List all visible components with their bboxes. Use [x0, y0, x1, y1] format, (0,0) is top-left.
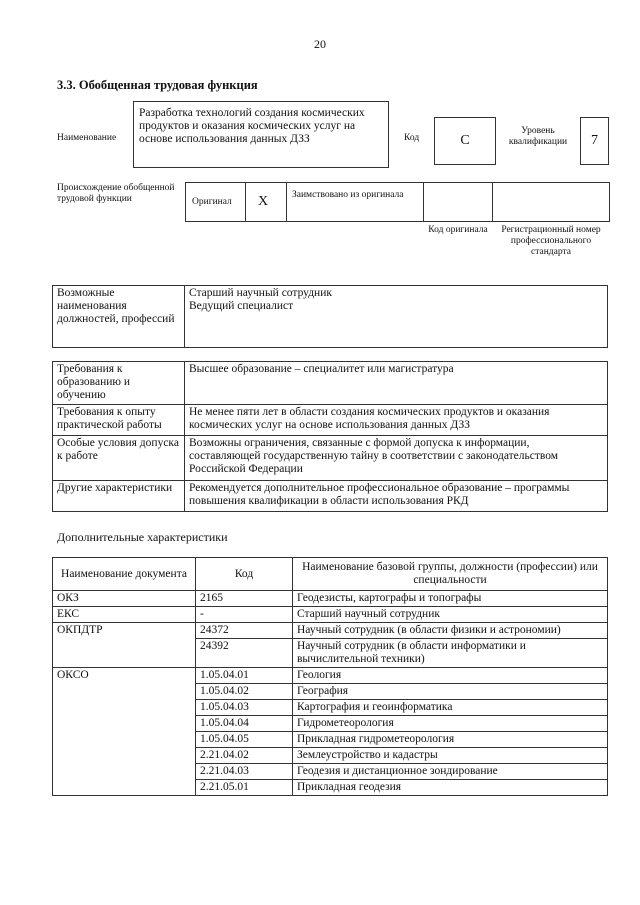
row-code: 1.05.04.01 [196, 668, 293, 684]
origin-box [185, 182, 610, 222]
positions-row [53, 286, 608, 348]
row-name: Геология [293, 668, 608, 684]
row-name: Геодезисты, картографы и топографы [293, 591, 608, 607]
requirement-label: Другие характеристики [53, 481, 185, 512]
requirement-label: Требования к опыту практической работы [53, 405, 185, 436]
requirement-value: Не менее пяти лет в области создания космических продуктов и оказания космических услуг на основе использования данных ДЗЗ [185, 405, 608, 436]
requirement-value: Высшее образование – специалитет или магистратура [185, 362, 608, 405]
table-row [53, 607, 608, 623]
section-title: 3.3. Обобщенная трудовая функция [57, 78, 258, 92]
requirement-row [53, 362, 608, 405]
row-code: 1.05.04.03 [196, 700, 293, 716]
borrowed-label: Заимствовано из оригинала [292, 190, 404, 200]
row-name: Прикладная геодезия [293, 780, 608, 796]
row-code: 2.21.04.03 [196, 764, 293, 780]
code-original-caption: Код оригинала [428, 225, 488, 235]
row-code: 2.21.05.01 [196, 780, 293, 796]
positions-table [52, 285, 608, 348]
original-label: Оригинал [192, 197, 232, 207]
row-code: 24372 [196, 623, 293, 639]
requirement-label: Особые условия допуска к работе [53, 436, 185, 481]
row-name: Научный сотрудник (в области информатики и вычислительной техники) [293, 639, 608, 668]
requirement-value: Возможны ограничения, связанные с формой допуска к информации, составляющей государственную тайну в соответствии с законодательством Российской Федерации [185, 436, 608, 481]
header-name: Наименование базовой группы, должности (профессии) или специальности [293, 558, 608, 591]
name-label: Наименование [57, 133, 117, 143]
original-mark: X [258, 194, 269, 209]
row-code: 24392 [196, 639, 293, 668]
row-doc: ОКСО [53, 668, 196, 796]
reg-number-caption: Регистрационный номер профессионального стандарта [501, 225, 601, 257]
row-doc: ЕКС [53, 607, 196, 623]
row-name: Гидрометеорология [293, 716, 608, 732]
row-code: 1.05.04.04 [196, 716, 293, 732]
row-code: 2.21.04.02 [196, 748, 293, 764]
position-item: Старший научный сотрудник [189, 287, 332, 299]
table-row [53, 591, 608, 607]
requirement-label: Требования к образованию и обучению [53, 362, 185, 405]
level-value-box [580, 117, 609, 165]
row-name: Прикладная гидрометеорология [293, 732, 608, 748]
row-code: - [196, 607, 293, 623]
requirement-row [53, 436, 608, 481]
additional-header-row [53, 558, 608, 591]
row-doc: ОКПДТР [53, 623, 196, 668]
level-value: 7 [591, 133, 598, 148]
row-name: Научный сотрудник (в области физики и астрономии) [293, 623, 608, 639]
row-code: 1.05.04.05 [196, 732, 293, 748]
origin-label: Происхождение обобщенной трудовой функции [57, 183, 175, 204]
table-row [53, 668, 608, 684]
requirement-row [53, 481, 608, 512]
positions-values [185, 286, 608, 348]
header-document: Наименование документа [53, 558, 196, 591]
row-name: География [293, 684, 608, 700]
positions-label: Возможные наименования должностей, профессий [53, 286, 185, 348]
row-doc: ОКЗ [53, 591, 196, 607]
level-label: Уровень квалификации [508, 126, 568, 147]
additional-title: Дополнительные характеристики [57, 530, 228, 544]
name-value-box [133, 101, 389, 168]
row-code: 2165 [196, 591, 293, 607]
code-label: Код [404, 133, 420, 143]
row-code: 1.05.04.02 [196, 684, 293, 700]
header-code: Код [196, 558, 293, 591]
requirement-row [53, 405, 608, 436]
row-name: Старший научный сотрудник [293, 607, 608, 623]
position-item: Ведущий специалист [189, 300, 294, 312]
name-value: Разработка технологий создания космических продуктов и оказания космических услуг на основе использования данных ДЗЗ [139, 107, 365, 145]
code-value-box [434, 117, 496, 165]
row-name: Землеустройство и кадастры [293, 748, 608, 764]
requirement-value: Рекомендуется дополнительное профессиональное образование – программы повышения квалификации в области использования РКД [185, 481, 608, 512]
additional-table [52, 557, 608, 796]
requirements-table [52, 361, 608, 512]
row-name: Картография и геоинформатика [293, 700, 608, 716]
page-number: 20 [314, 37, 326, 51]
code-value: C [460, 133, 470, 148]
row-name: Геодезия и дистанционное зондирование [293, 764, 608, 780]
table-row [53, 623, 608, 639]
